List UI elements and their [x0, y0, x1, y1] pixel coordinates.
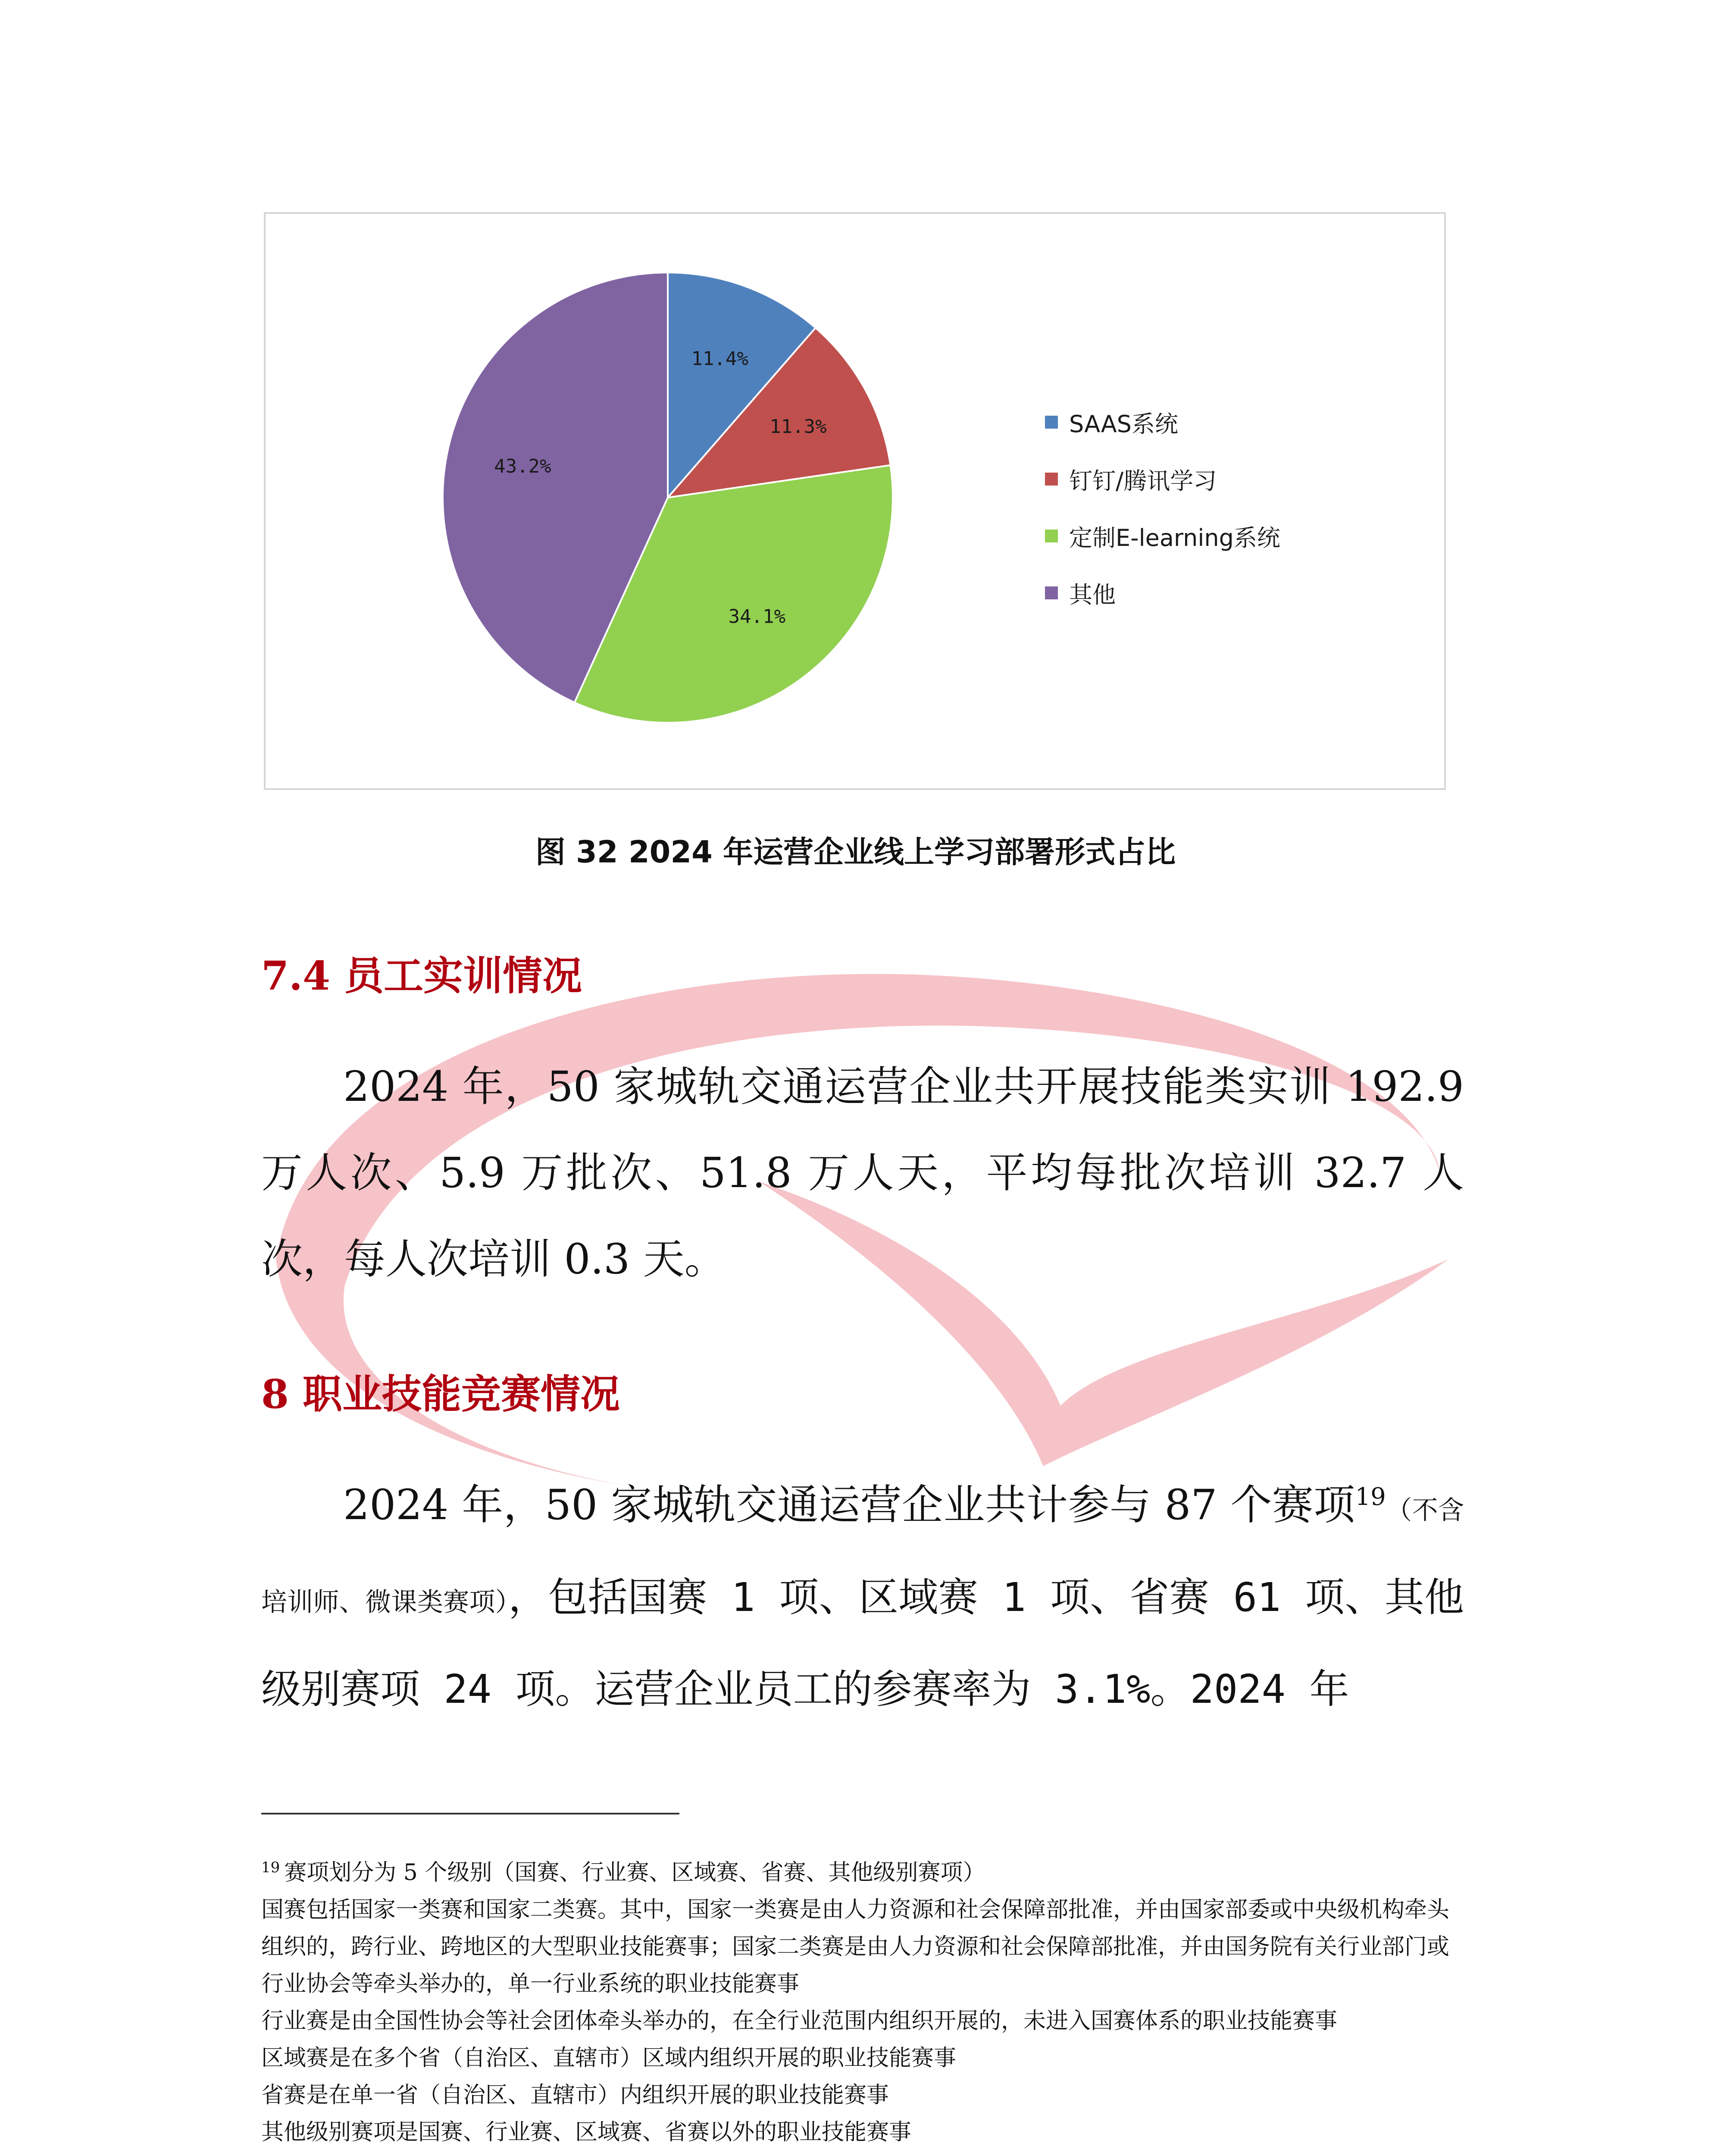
legend-item-elearning: [1045, 508, 1280, 564]
paragraph-text: ，包括国赛 1 项、区域赛 1 项、省赛 61 项、其他级别赛项 24 项。运营企业员工的参赛率为 3.1%。2024 年: [261, 1574, 1464, 1712]
pie-slice-label: 43.2%: [494, 455, 551, 477]
pie-slice-label: 11.3%: [769, 415, 827, 438]
legend-item-saas: [1045, 394, 1280, 451]
section-heading-8: 8 职业技能竞赛情况: [261, 1371, 620, 1417]
footnote-reference[interactable]: 19: [1355, 1483, 1386, 1511]
footnote-line: 其他级别赛项是国赛、行业赛、区域赛、省赛以外的职业技能赛事: [261, 2119, 912, 2145]
legend-label: SAAS系统: [1069, 410, 1178, 438]
footnotes: [261, 1854, 1464, 2151]
legend-swatch: [1045, 416, 1058, 429]
legend-swatch: [1045, 530, 1058, 542]
paragraph-text: 2024 年，50 家城轨交通运营企业共计参与 87 个赛项: [343, 1481, 1355, 1529]
chart-legend: [1045, 394, 1280, 621]
legend-label: 定制E-learning系统: [1069, 524, 1280, 552]
paragraph-text: 2024 年，50 家城轨交通运营企业共开展技能类实训 192.9 万人次、5.9 万批次、51.8 万人天，平均每批次培训 32.7 人次，每人次培训 0.3 天。: [261, 1062, 1464, 1283]
chart-frame: [264, 212, 1446, 790]
footnote-marker: 19: [261, 1858, 280, 1876]
footnote-text: 赛项划分为 5 个级别（国赛、行业赛、区域赛、省赛、其他级别赛项）: [284, 1860, 985, 1886]
legend-item-dingtalk: [1045, 451, 1280, 508]
paragraph-training: [261, 1044, 1464, 1302]
paragraph-note: （不含培训师、微课类赛项）: [261, 1495, 1464, 1617]
legend-swatch: [1045, 586, 1058, 599]
footnote-line: 省赛是在单一省（自治区、直辖市）内组织开展的职业技能赛事: [261, 2082, 889, 2108]
pie-slice-label: 34.1%: [728, 605, 786, 628]
footnote-line: [261, 1854, 1464, 1891]
legend-label: 其他: [1069, 581, 1116, 608]
section-heading-7-4: 7.4 员工实训情况: [261, 953, 582, 999]
figure-caption: 图 32 2024 年运营企业线上学习部署形式占比: [535, 834, 1176, 870]
footnote-line: 区域赛是在多个省（自治区、直辖市）区域内组织开展的职业技能赛事: [261, 2045, 957, 2071]
footnote-line: 行业赛是由全国性协会等社会团体牵头举办的，在全行业范围内组织开展的，未进入国赛体系的职业技能赛事: [261, 2008, 1338, 2034]
legend-item-other: [1045, 564, 1280, 621]
legend-swatch: [1045, 473, 1058, 486]
footnote-divider: [261, 1813, 679, 1814]
paragraph-competition: [261, 1462, 1464, 1733]
footnote-line: 国赛包括国家一类赛和国家二类赛。其中，国家一类赛是由人力资源和社会保障部批准，并由国家部委或中央级机构牵头组织的，跨行业、跨地区的大型职业技能赛事；国家二类赛是由人力资源和社会保障部批准，并由国务院有关行业部门或行业协会等牵头举办的，单一行业系统的职业技能赛事: [261, 1897, 1450, 1997]
pie-slice-label: 11.4%: [691, 348, 748, 370]
legend-label: 钉钉/腾讯学习: [1069, 467, 1217, 495]
